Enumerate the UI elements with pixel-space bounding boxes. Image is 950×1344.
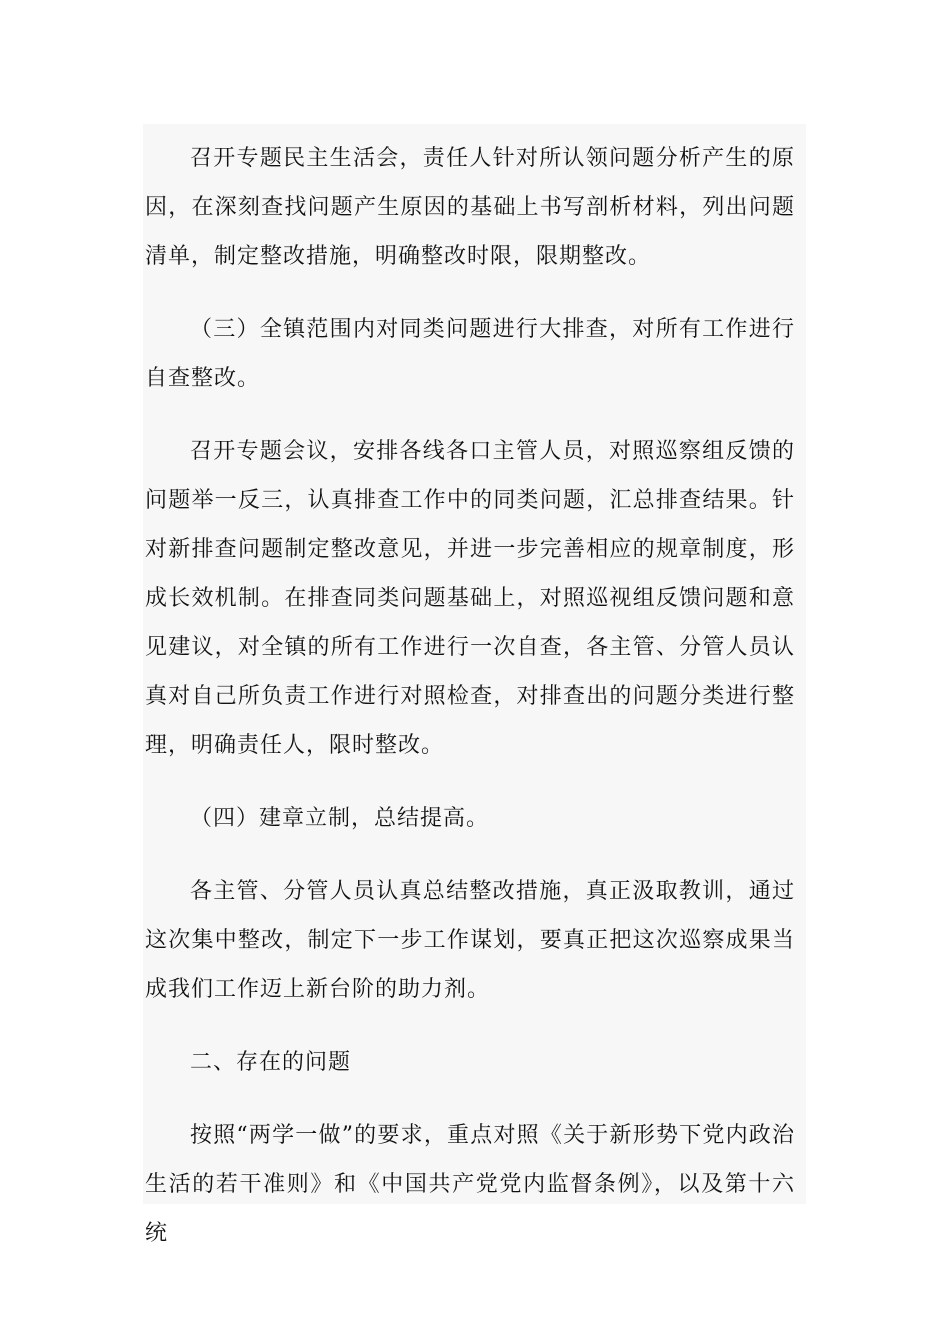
document-page (143, 124, 806, 1246)
paragraph-3: 召开专题会议，安排各线各口主管人员，对照巡察组反馈的问题举一反三，认真排查工作中的同类问题，汇总排查结果。针对新排查问题制定整改意见，并进一步完善相应的规章制度，形成长效机制。在排查同类问题基础上，对照巡视组反馈问题和意见建议，对全镇的所有工作进行一次自查，各主管、分管人员认真对自己所负责工作进行对照检查，对排查出的问题分类进行整理，明确责任人，限时整改。 (145, 439, 795, 758)
heading-3-self-inspection: （三）全镇范围内对同类问题进行大排查，对所有工作进行自查整改。 (145, 317, 795, 391)
document-body (145, 134, 795, 1282)
section-heading-problems: 二、存在的问题 (190, 1050, 352, 1075)
paragraph-1: 召开专题民主生活会，责任人针对所认领问题分析产生的原因，在深刻查找问题产生原因的基础上书写剖析材料，列出问题清单，制定整改措施，明确整改时限，限期整改。 (145, 146, 795, 269)
heading-4-regulations: （四）建章立制，总结提高。 (190, 806, 490, 831)
paragraph-5: 各主管、分管人员认真总结整改措施，真正汲取教训，通过这次集中整改，制定下一步工作谋划，要真正把这次巡察成果当成我们工作迈上新台阶的助力剂。 (145, 879, 795, 1002)
paragraph-7: 按照“两学一做”的要求，重点对照《关于新形势下党内政治生活的若干准则》和《中国共产党党内监督条例》，以及第十六统 (145, 1123, 795, 1246)
